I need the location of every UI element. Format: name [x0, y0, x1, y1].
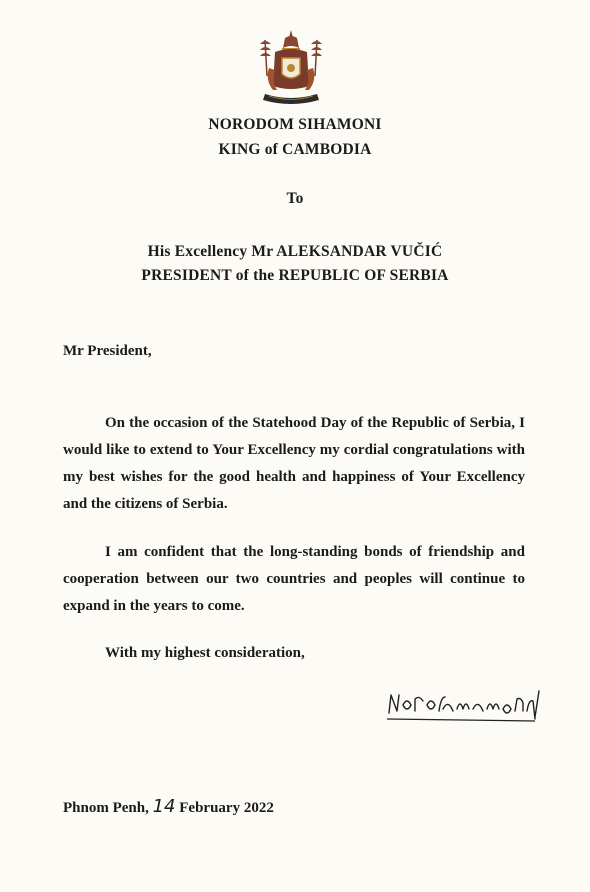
- handwritten-signature-icon: [385, 683, 545, 723]
- date-day-handwritten: 14: [152, 796, 176, 817]
- body-paragraph-2: I am confident that the long-standing bonds of friendship and cooperation between our two countries and peoples will continue to expand in the years to come.: [63, 544, 525, 614]
- salutation: Mr President,: [63, 343, 152, 359]
- month-year: February 2022: [179, 800, 274, 816]
- recipient-name: His Excellency Mr ALEKSANDAR VUČIĆ: [147, 243, 443, 260]
- sender-title: KING of CAMBODIA: [218, 141, 372, 158]
- recipient-title: PRESIDENT of the REPUBLIC OF SERBIA: [141, 267, 449, 284]
- body-paragraph-1: On the occasion of the Statehood Day of the Republic of Serbia, I would like to extend to Your Excellency my cordial congratulations with my best wishes for the good health and happiness of Your Excellency and the citizens of Serbia.: [63, 415, 525, 512]
- place: Phnom Penh,: [63, 800, 149, 816]
- royal-arms-of-cambodia-icon: [255, 28, 327, 110]
- to-label: To: [286, 190, 304, 207]
- sender-name: NORODOM SIHAMONI: [208, 116, 382, 133]
- closing: With my highest consideration,: [105, 645, 305, 661]
- place-date: [63, 796, 274, 817]
